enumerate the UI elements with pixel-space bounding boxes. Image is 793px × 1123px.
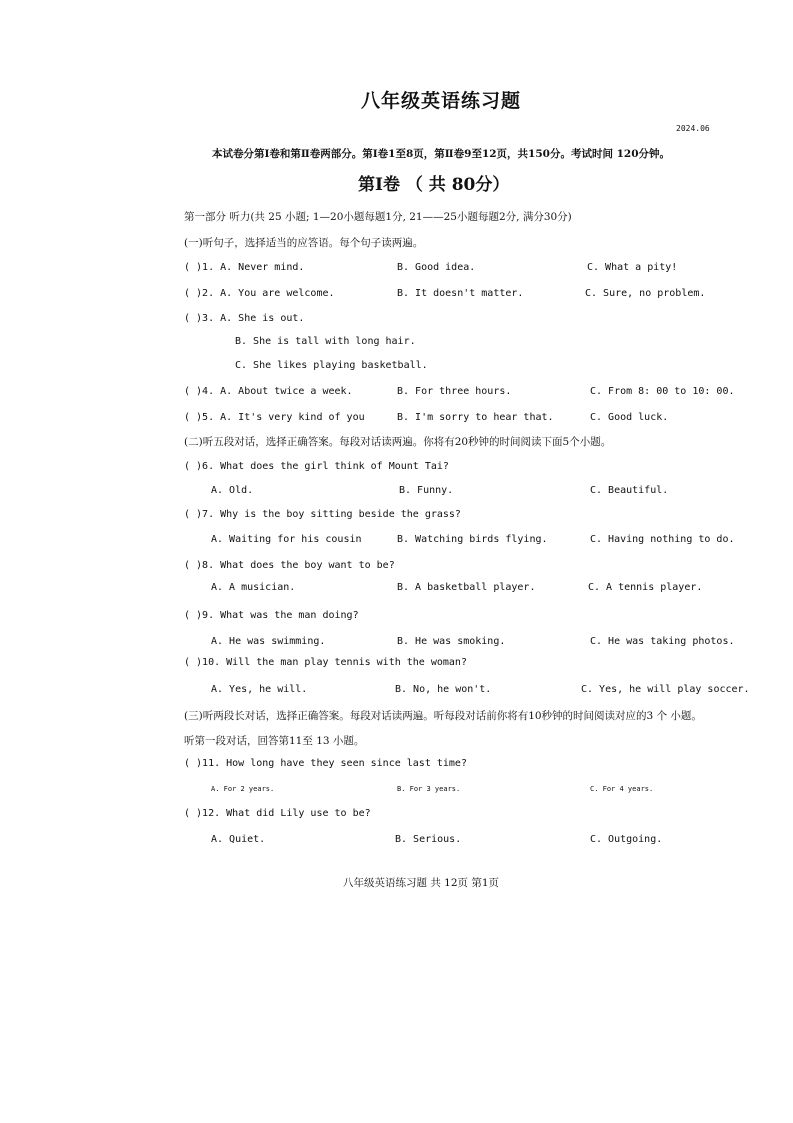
option-c: C. A tennis player. bbox=[588, 582, 703, 593]
question-stem: ( )3. A. She is out. bbox=[184, 313, 305, 324]
question-stem: ( )8. What does the boy want to be? bbox=[184, 560, 395, 571]
question-stem: ( )12. What did Lily use to be? bbox=[184, 808, 371, 819]
option-b: B. She is tall with long hair. bbox=[235, 336, 416, 347]
option-c: C. He was taking photos. bbox=[590, 636, 735, 647]
section3-heading: (三)听两段长对话，选择正确答案。每段对话读两遍。听每段对话前你将有10秒钟的时间阅读对应的3 个 小题。 bbox=[184, 710, 702, 722]
option-a: A. Old. bbox=[211, 485, 254, 496]
option-b: B. A basketball player. bbox=[397, 582, 536, 593]
option-a: A. For 2 years. bbox=[211, 785, 275, 793]
section3-subheading: 听第一段对话，回答第11至 13 小题。 bbox=[184, 735, 365, 747]
option-c: C. Yes, he will play soccer. bbox=[581, 684, 750, 695]
option-a: A. Quiet. bbox=[211, 834, 266, 845]
option-a: A. A musician. bbox=[211, 582, 296, 593]
option-b: B. Serious. bbox=[395, 834, 462, 845]
part1-heading: 第一部分 听力(共 25 小题; 1—20小题每题1分, 21——25小题每题2分, 满分30分) bbox=[184, 211, 572, 223]
question-stem: ( )5. A. It's very kind of you bbox=[184, 412, 365, 423]
option-b: B. Good idea. bbox=[397, 262, 476, 273]
option-c: C. Good luck. bbox=[590, 412, 669, 423]
option-b: B. Funny. bbox=[399, 485, 454, 496]
question-stem: ( )4. A. About twice a week. bbox=[184, 386, 353, 397]
option-c: C. Outgoing. bbox=[590, 834, 663, 845]
volume-title: 第Ⅰ卷 （ 共 80分） bbox=[358, 175, 510, 195]
option-a: A. Yes, he will. bbox=[211, 684, 308, 695]
exam-instructions: 本试卷分第Ⅰ卷和第Ⅱ卷两部分。第Ⅰ卷1至8页，第Ⅱ卷9至12页，共150分。考试时间 120分钟。 bbox=[212, 148, 671, 160]
question-stem: ( )11. How long have they seen since last time? bbox=[184, 758, 467, 769]
question-stem: ( )6. What does the girl think of Mount Tai? bbox=[184, 461, 449, 472]
option-c: C. Beautiful. bbox=[590, 485, 669, 496]
option-b: B. For three hours. bbox=[397, 386, 512, 397]
option-a: A. He was swimming. bbox=[211, 636, 326, 647]
option-a: A. Waiting for his cousin bbox=[211, 534, 362, 545]
question-stem: ( )10. Will the man play tennis with the woman? bbox=[184, 657, 467, 668]
option-c: C. She likes playing basketball. bbox=[235, 360, 428, 371]
page-footer: 八年级英语练习题 共 12页 第1页 bbox=[343, 877, 500, 889]
question-stem: ( )1. A. Never mind. bbox=[184, 262, 305, 273]
option-c: C. Having nothing to do. bbox=[590, 534, 735, 545]
option-b: B. No, he won't. bbox=[395, 684, 492, 695]
page-title: 八年级英语练习题 bbox=[361, 90, 522, 112]
exam-date: 2024.06 bbox=[676, 124, 710, 133]
option-c: C. From 8: 00 to 10: 00. bbox=[590, 386, 735, 397]
option-b: B. He was smoking. bbox=[397, 636, 506, 647]
option-b: B. I'm sorry to hear that. bbox=[397, 412, 554, 423]
option-b: B. It doesn't matter. bbox=[397, 288, 524, 299]
section2-heading: (二)听五段对话，选择正确答案。每段对话读两遍。你将有20秒钟的时间阅读下面5个小题。 bbox=[184, 436, 612, 448]
section1-heading: (一)听句子，选择适当的应答语。每个句子读两遍。 bbox=[184, 237, 424, 249]
question-stem: ( )2. A. You are welcome. bbox=[184, 288, 335, 299]
option-b: B. Watching birds flying. bbox=[397, 534, 548, 545]
option-c: C. For 4 years. bbox=[590, 785, 654, 793]
option-c: C. What a pity! bbox=[587, 262, 678, 273]
option-b: B. For 3 years. bbox=[397, 785, 461, 793]
question-stem: ( )9. What was the man doing? bbox=[184, 610, 359, 621]
question-stem: ( )7. Why is the boy sitting beside the grass? bbox=[184, 509, 461, 520]
option-c: C. Sure, no problem. bbox=[585, 288, 706, 299]
